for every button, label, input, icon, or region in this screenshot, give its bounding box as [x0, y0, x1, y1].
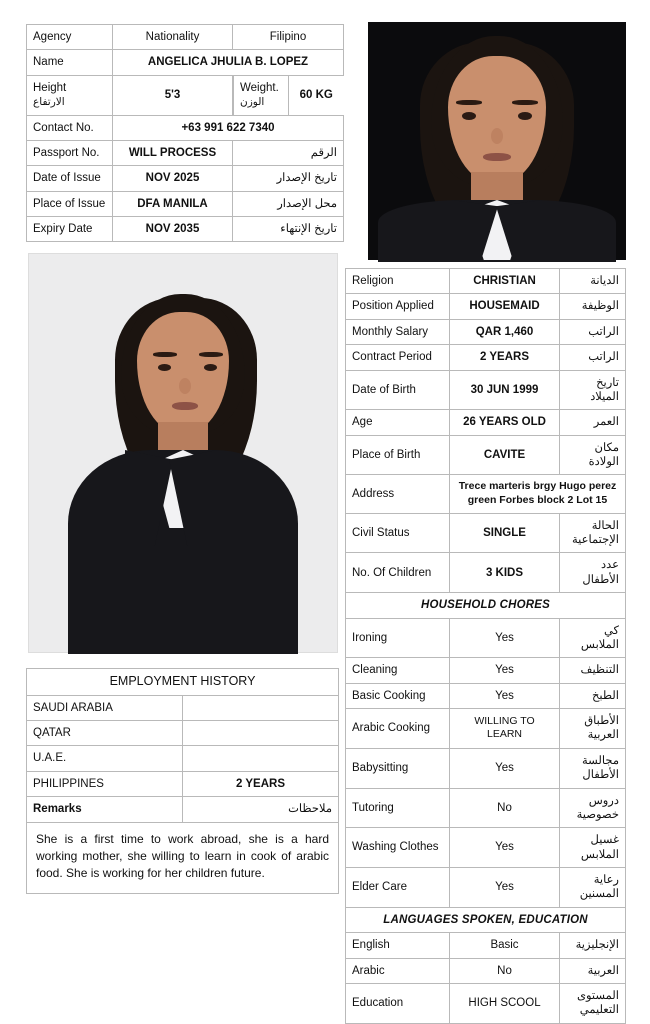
religion-label-ar: الديانة: [560, 269, 626, 294]
employment-value-philippines: 2 YEARS: [183, 771, 339, 796]
nationality-value: Filipino: [233, 25, 344, 50]
position-applied-label-ar: الوظيفة: [560, 294, 626, 319]
table-row: [346, 370, 626, 410]
nationality-label: Nationality: [113, 25, 233, 50]
elder-care-value: Yes: [450, 868, 560, 908]
civil-status-label-ar: الحالة الإجتماعية: [560, 513, 626, 553]
date-of-birth-label: Date of Birth: [346, 370, 450, 410]
position-applied-label: Position Applied: [346, 294, 450, 319]
date-of-issue-label-ar: تاريخ الإصدار: [233, 166, 344, 191]
tutoring-value: No: [450, 788, 560, 828]
languages-education-heading: LANGUAGES SPOKEN, EDUCATION: [346, 907, 626, 932]
arabic-cooking-value: WILLING TO LEARN: [450, 709, 560, 749]
household-chores-heading: HOUSEHOLD CHORES: [346, 593, 626, 618]
passport-label: Passport No.: [27, 140, 113, 165]
monthly-salary-value: QAR 1,460: [450, 319, 560, 344]
table-row: [27, 25, 344, 50]
employment-history-section: [26, 668, 339, 894]
cleaning-label: Cleaning: [346, 658, 450, 683]
arabic-label-ar: العربية: [560, 958, 626, 983]
position-applied-value: HOUSEMAID: [450, 294, 560, 319]
babysitting-value: Yes: [450, 748, 560, 788]
table-row: [346, 618, 626, 658]
cleaning-value: Yes: [450, 658, 560, 683]
place-of-issue-label-ar: محل الإصدار: [233, 191, 344, 216]
place-of-birth-label: Place of Birth: [346, 435, 450, 475]
name-value: ANGELICA JHULIA B. LOPEZ: [113, 50, 344, 75]
passport-label-ar: الرقم: [233, 140, 344, 165]
babysitting-label: Babysitting: [346, 748, 450, 788]
weight-label-en: Weight.: [240, 81, 279, 94]
arabic-cooking-label-ar: الأطباق العربية: [560, 709, 626, 749]
remarks-text: She is a first time to work abroad, she is a hard working mother, she willing to learn in cook of arabic food. She is working for her children future.: [26, 823, 339, 894]
height-label: [27, 75, 113, 115]
tutoring-label-ar: دروس خصوصية: [560, 788, 626, 828]
table-row: [346, 907, 626, 932]
weight-value: 60 KG: [289, 76, 344, 115]
employment-history-title: EMPLOYMENT HISTORY: [27, 669, 339, 696]
table-row: [346, 933, 626, 958]
table-row: [346, 658, 626, 683]
employment-country-uae: U.A.E.: [27, 746, 183, 771]
expiry-date-value: NOV 2035: [113, 217, 233, 242]
employment-country-philippines: PHILIPPINES: [27, 771, 183, 796]
remarks-label: Remarks: [27, 797, 183, 822]
applicant-photo-top: [368, 22, 626, 260]
place-of-issue-value: DFA MANILA: [113, 191, 233, 216]
no-of-children-label-ar: عدد الأطفال: [560, 553, 626, 593]
education-value: HIGH SCOOL: [450, 983, 560, 1023]
date-of-issue-label: Date of Issue: [27, 166, 113, 191]
elder-care-label: Elder Care: [346, 868, 450, 908]
washing-clothes-label: Washing Clothes: [346, 828, 450, 868]
applicant-photo-main: [28, 253, 338, 653]
english-label: English: [346, 933, 450, 958]
place-of-birth-value: CAVITE: [450, 435, 560, 475]
table-row: [27, 746, 339, 771]
date-of-birth-label-ar: تاريخ الميلاد: [560, 370, 626, 410]
top-info-table: [26, 24, 344, 242]
ironing-label: Ironing: [346, 618, 450, 658]
agency-label: Agency: [27, 25, 113, 50]
contract-period-label: Contract Period: [346, 345, 450, 370]
table-row: [27, 75, 344, 115]
table-row: [27, 217, 344, 242]
civil-status-label: Civil Status: [346, 513, 450, 553]
contact-value: +63 991 622 7340: [113, 115, 344, 140]
contract-period-value: 2 YEARS: [450, 345, 560, 370]
age-label: Age: [346, 410, 450, 435]
table-row: [346, 319, 626, 344]
table-row: [346, 475, 626, 513]
table-row: [27, 695, 339, 720]
table-row: [346, 868, 626, 908]
address-label: Address: [346, 475, 450, 513]
table-row: [27, 669, 339, 696]
employment-value-uae: [183, 746, 339, 771]
table-row: [27, 771, 339, 796]
cleaning-label-ar: التنظيف: [560, 658, 626, 683]
portrait-illustration: [368, 22, 626, 260]
place-of-birth-label-ar: مكان الولادة: [560, 435, 626, 475]
table-row: [346, 748, 626, 788]
employment-country-saudi: SAUDI ARABIA: [27, 695, 183, 720]
table-row: [27, 50, 344, 75]
basic-cooking-label-ar: الطبخ: [560, 683, 626, 708]
table-row: [346, 958, 626, 983]
date-of-birth-value: 30 JUN 1999: [450, 370, 560, 410]
table-row: [346, 683, 626, 708]
employment-country-qatar: QATAR: [27, 721, 183, 746]
place-of-issue-label: Place of Issue: [27, 191, 113, 216]
washing-clothes-value: Yes: [450, 828, 560, 868]
education-label: Education: [346, 983, 450, 1023]
english-label-ar: الإنجليزية: [560, 933, 626, 958]
monthly-salary-label: Monthly Salary: [346, 319, 450, 344]
weight-label-ar: الوزن: [240, 96, 265, 109]
weight-label: [234, 76, 289, 115]
height-label-en: Height: [33, 81, 67, 94]
contract-period-label-ar: الراتب: [560, 345, 626, 370]
table-row: [346, 269, 626, 294]
portrait-illustration: [29, 254, 337, 652]
arabic-cooking-label: Arabic Cooking: [346, 709, 450, 749]
education-label-ar: المستوى التعليمي: [560, 983, 626, 1023]
arabic-value: No: [450, 958, 560, 983]
table-row: [346, 345, 626, 370]
expiry-date-label-ar: تاريخ الإنتهاء: [233, 217, 344, 242]
civil-status-value: SINGLE: [450, 513, 560, 553]
contact-label: Contact No.: [27, 115, 113, 140]
table-row: [27, 721, 339, 746]
tutoring-label: Tutoring: [346, 788, 450, 828]
table-row: [27, 797, 339, 822]
ironing-value: Yes: [450, 618, 560, 658]
height-label-ar: الارتفاع: [33, 96, 65, 109]
table-row: [27, 191, 344, 216]
table-row: [346, 294, 626, 319]
english-value: Basic: [450, 933, 560, 958]
date-of-issue-value: NOV 2025: [113, 166, 233, 191]
table-row: [27, 140, 344, 165]
table-row: [346, 709, 626, 749]
age-label-ar: العمر: [560, 410, 626, 435]
age-value: 26 YEARS OLD: [450, 410, 560, 435]
remarks-label-ar: ملاحظات: [183, 797, 339, 822]
table-row: [346, 513, 626, 553]
religion-label: Religion: [346, 269, 450, 294]
elder-care-label-ar: رعاية المسنين: [560, 868, 626, 908]
no-of-children-value: 3 KIDS: [450, 553, 560, 593]
table-row: [346, 435, 626, 475]
table-row: [27, 166, 344, 191]
name-label: Name: [27, 50, 113, 75]
height-value: 5'3: [113, 75, 233, 115]
religion-value: CHRISTIAN: [450, 269, 560, 294]
table-row: [346, 828, 626, 868]
table-row: [346, 983, 626, 1023]
employment-value-saudi: [183, 695, 339, 720]
washing-clothes-label-ar: غسيل الملابس: [560, 828, 626, 868]
basic-cooking-value: Yes: [450, 683, 560, 708]
passport-value: WILL PROCESS: [113, 140, 233, 165]
no-of-children-label: No. Of Children: [346, 553, 450, 593]
table-row: [346, 788, 626, 828]
ironing-label-ar: كي الملابس: [560, 618, 626, 658]
expiry-date-label: Expiry Date: [27, 217, 113, 242]
address-value: Trece marteris brgy Hugo perez green Forbes block 2 Lot 15: [450, 475, 626, 513]
personal-details-table: [345, 268, 626, 1024]
table-row: [346, 593, 626, 618]
table-row: [27, 115, 344, 140]
arabic-label: Arabic: [346, 958, 450, 983]
basic-cooking-label: Basic Cooking: [346, 683, 450, 708]
table-row: [346, 553, 626, 593]
babysitting-label-ar: مجالسة الأطفال: [560, 748, 626, 788]
monthly-salary-label-ar: الراتب: [560, 319, 626, 344]
table-row: [346, 410, 626, 435]
employment-value-qatar: [183, 721, 339, 746]
